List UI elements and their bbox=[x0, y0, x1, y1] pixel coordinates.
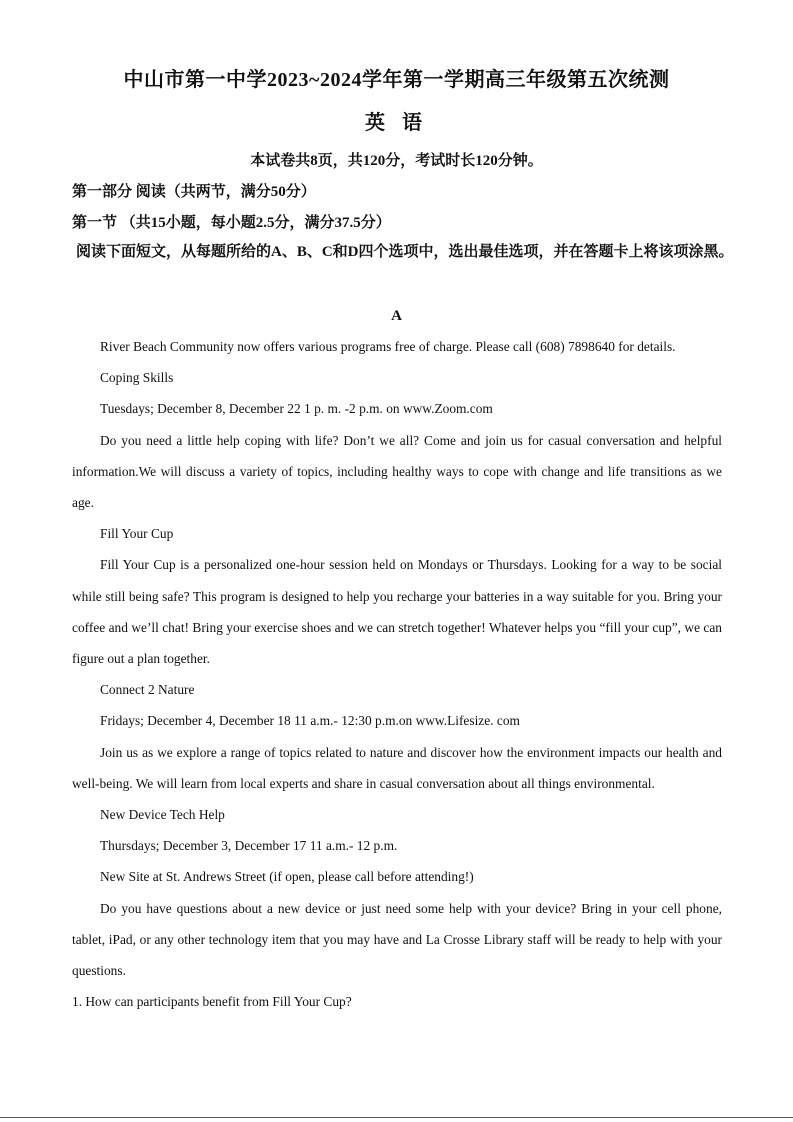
program-name: New Device Tech Help bbox=[100, 807, 225, 823]
passage-letter: A bbox=[391, 308, 402, 324]
program-description: Join us as we explore a range of topics related to nature and discover how the environment impacts our health and well-being. We will learn from local experts and share in casual conversation about all things environmental. bbox=[72, 744, 722, 791]
section-one-heading: 第一节 （共15小题，每小题2.5分，满分37.5分） bbox=[72, 215, 391, 231]
program-schedule: Tuesdays; December 8, December 22 1 p. m. -2 p.m. on www.Zoom.com bbox=[100, 401, 493, 417]
program-schedule: Fridays; December 4, December 18 11 a.m.- 12:30 p.m.on www.Lifesize. com bbox=[100, 713, 520, 729]
exam-title: 中山市第一中学2023~2024学年第一学期高三年级第五次统测 bbox=[123, 69, 670, 91]
program-schedule: Thursdays; December 3, December 17 11 a.m.- 12 p.m. bbox=[100, 838, 398, 854]
program-name: Connect 2 Nature bbox=[100, 682, 195, 698]
part-one-heading: 第一部分 阅读（共两节，满分50分） bbox=[72, 184, 316, 200]
program-name: Coping Skills bbox=[100, 370, 174, 386]
program-name: Fill Your Cup bbox=[100, 526, 174, 542]
question-1: 1. How can participants benefit from Fill Your Cup? bbox=[72, 994, 352, 1010]
passage-body bbox=[72, 331, 722, 1017]
passage-intro: River Beach Community now offers various programs free of charge. Please call (608) 7898640 for details. bbox=[100, 339, 676, 354]
program-description: Fill Your Cup is a personalized one-hour session held on Mondays or Thursdays. Looking for a way to be social while still being safe? This program is designed to help you recharge your batteries in a way suitable for you. Bring your coffee and we’ll chat! Bring your exercise shoes and we can stretch together! Whatever helps you “fill your cup”, we can figure out a plan together. bbox=[72, 557, 722, 667]
program-location: New Site at St. Andrews Street (if open, please call before attending!) bbox=[100, 869, 474, 885]
footer-divider bbox=[0, 1117, 793, 1118]
exam-info: 本试卷共8页，共120分，考试时长120分钟。 bbox=[250, 153, 543, 169]
reading-instruction: 阅读下面短文，从每题所给的A、B、C和D四个选项中，选出最佳选项，并在答题卡上将该项涂黑。 bbox=[76, 244, 734, 260]
program-description: Do you need a little help coping with life? Don’t we all? Come and join us for casual conversation and helpful information.We will discuss a variety of topics, including healthy ways to cope with change and life transitions as we age. bbox=[72, 432, 722, 511]
program-description: Do you have questions about a new device or just need some help with your device? Bring in your cell phone, tablet, iPad, or any other technology item that you may have and La Crosse Library staff will be ready to help with your questions. bbox=[72, 900, 722, 979]
subject-title: 英 语 bbox=[365, 112, 428, 134]
